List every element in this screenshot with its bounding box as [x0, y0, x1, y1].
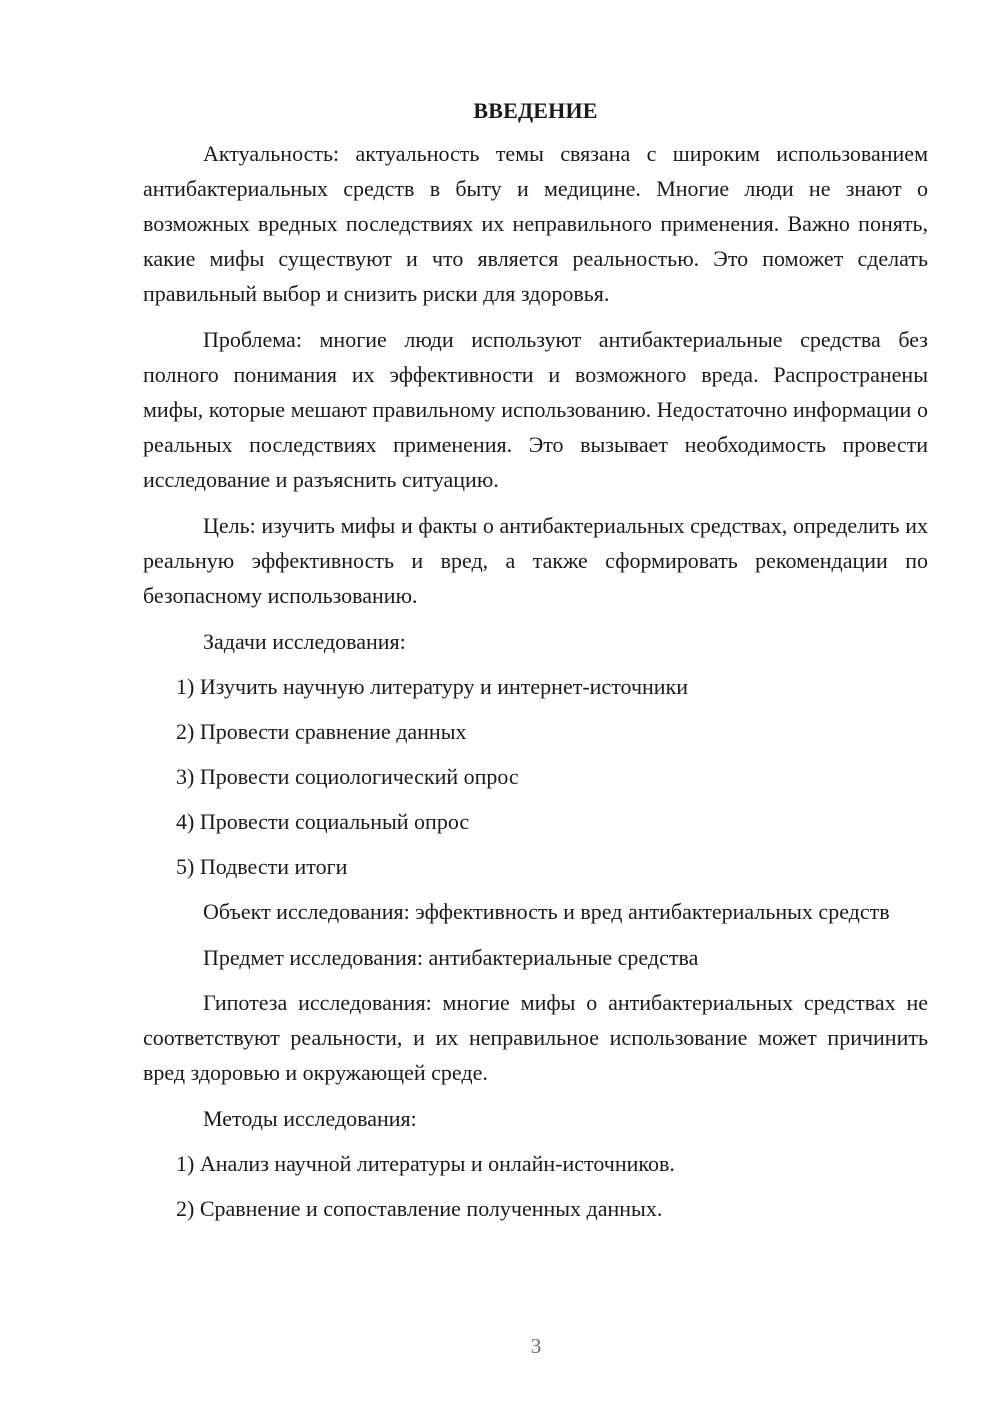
- goal-paragraph: Цель: изучить мифы и факты о антибактериальных средствах, определить их реальную эффективность и вред, а также сформировать рекомендации по безопасному использованию.: [143, 513, 928, 608]
- method-item-1: 1) Анализ научной литературы и онлайн-источников.: [176, 1151, 675, 1176]
- subject-paragraph: Предмет исследования: антибактериальные средства: [203, 945, 699, 970]
- page-content: [143, 96, 928, 1236]
- task-item-5: 5) Подвести итоги: [176, 854, 348, 879]
- hypothesis-paragraph: Гипотеза исследования: многие мифы о антибактериальных средствах не соответствуют реальности, и их неправильное использование может причинить вред здоровью и окружающей среде.: [143, 990, 928, 1085]
- method-item-2: 2) Сравнение и сопоставление полученных данных.: [176, 1196, 663, 1221]
- tasks-heading: Задачи исследования:: [203, 629, 406, 654]
- relevance-paragraph: Актуальность: актуальность темы связана с широким использованием антибактериальных средств в быту и медицине. Многие люди не знают о возможных вредных последствиях их неправильного применения. Важно понять, какие мифы существуют и что является реальностью. Это поможет сделать правильный выбор и снизить риски для здоровья.: [143, 141, 928, 306]
- task-item-3: 3) Провести социологический опрос: [176, 764, 519, 789]
- task-item-4: 4) Провести социальный опрос: [176, 809, 470, 834]
- task-item-2: 2) Провести сравнение данных: [176, 719, 467, 744]
- section-title: ВВЕДЕНИЕ: [473, 98, 598, 123]
- task-item-1: 1) Изучить научную литературу и интернет-источники: [176, 674, 689, 699]
- problem-paragraph: Проблема: многие люди используют антибактериальные средства без полного понимания их эффективности и возможного вреда. Распространены мифы, которые мешают правильному использованию. Недостаточно информации о реальных последствиях применения. Это вызывает необходимость провести исследование и разъяснить ситуацию.: [143, 327, 928, 492]
- object-paragraph: Объект исследования: эффективность и вред антибактериальных средств: [203, 899, 890, 924]
- page-number: 3: [530, 1334, 542, 1358]
- methods-heading: Методы исследования:: [203, 1106, 417, 1131]
